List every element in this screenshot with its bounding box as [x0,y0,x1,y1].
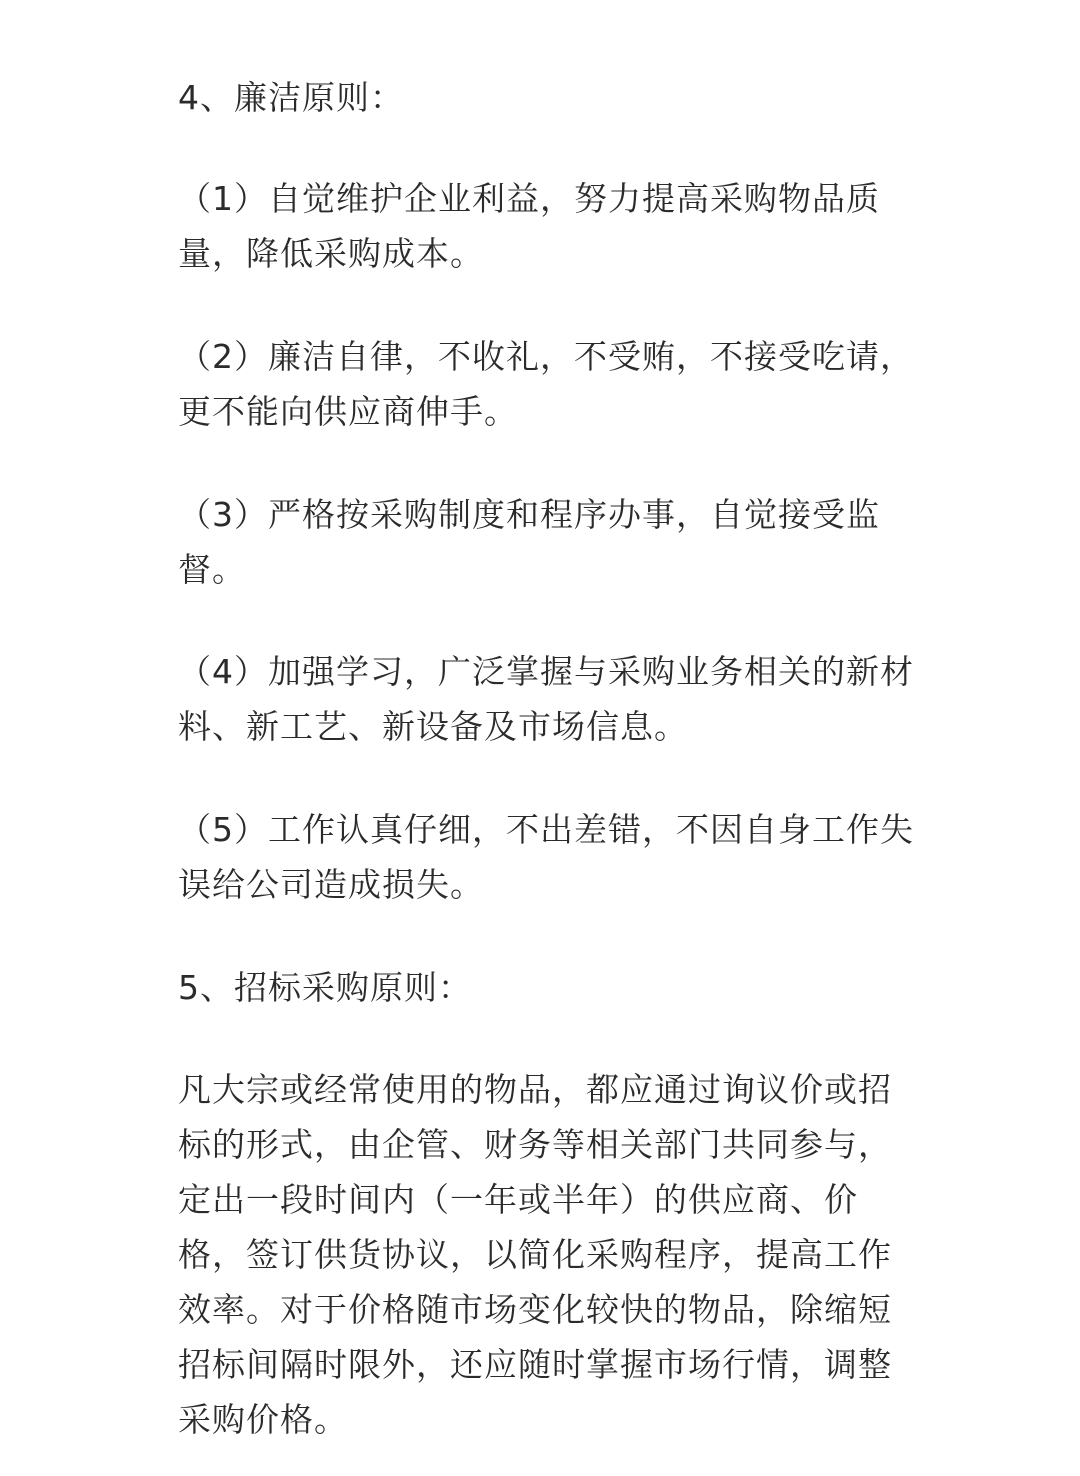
list-item-line: （2）廉洁自律，不收礼，不受贿，不接受吃请， [178,337,914,376]
list-item [178,171,908,281]
list-item [178,487,908,597]
heading-text: 5、招标采购原则： [178,968,472,1007]
list-item-line: 量，降低采购成本。 [178,234,484,273]
list-item-line: 误给公司造成损失。 [178,865,484,904]
paragraph-line: 效率。对于价格随市场变化较快的物品，除缩短 [178,1290,892,1329]
list-item-line: （5）工作认真仔细，不出差错，不因自身工作失 [178,810,914,849]
list-item-line: 督。 [178,550,246,589]
list-item-line: （4）加强学习，广泛掌握与采购业务相关的新材 [178,652,914,691]
list-item-line: （1）自觉维护企业利益，努力提高采购物品质 [178,179,880,218]
paragraph [178,1062,908,1447]
paragraph-line: 招标间隔时限外，还应随时掌握市场行情，调整 [178,1345,892,1384]
list-item [178,329,914,439]
list-item [178,644,914,754]
paragraph-line: 格，签订供货协议，以简化采购程序，提高工作 [178,1235,892,1274]
paragraph-line: 定出一段时间内（一年或半年）的供应商、价 [178,1180,858,1219]
list-item-line: 更不能向供应商伸手。 [178,392,518,431]
section-heading-integrity [178,70,908,125]
list-item-line: 料、新工艺、新设备及市场信息。 [178,707,688,746]
list-item-line: （3）严格按采购制度和程序办事，自觉接受监 [178,495,880,534]
section-heading-bidding [178,960,908,1015]
list-item [178,802,914,912]
paragraph-line: 采购价格。 [178,1400,348,1439]
heading-text: 4、廉洁原则： [178,78,404,117]
paragraph-line: 凡大宗或经常使用的物品，都应通过询议价或招 [178,1070,892,1109]
paragraph-line: 标的形式，由企管、财务等相关部门共同参与， [178,1125,892,1164]
